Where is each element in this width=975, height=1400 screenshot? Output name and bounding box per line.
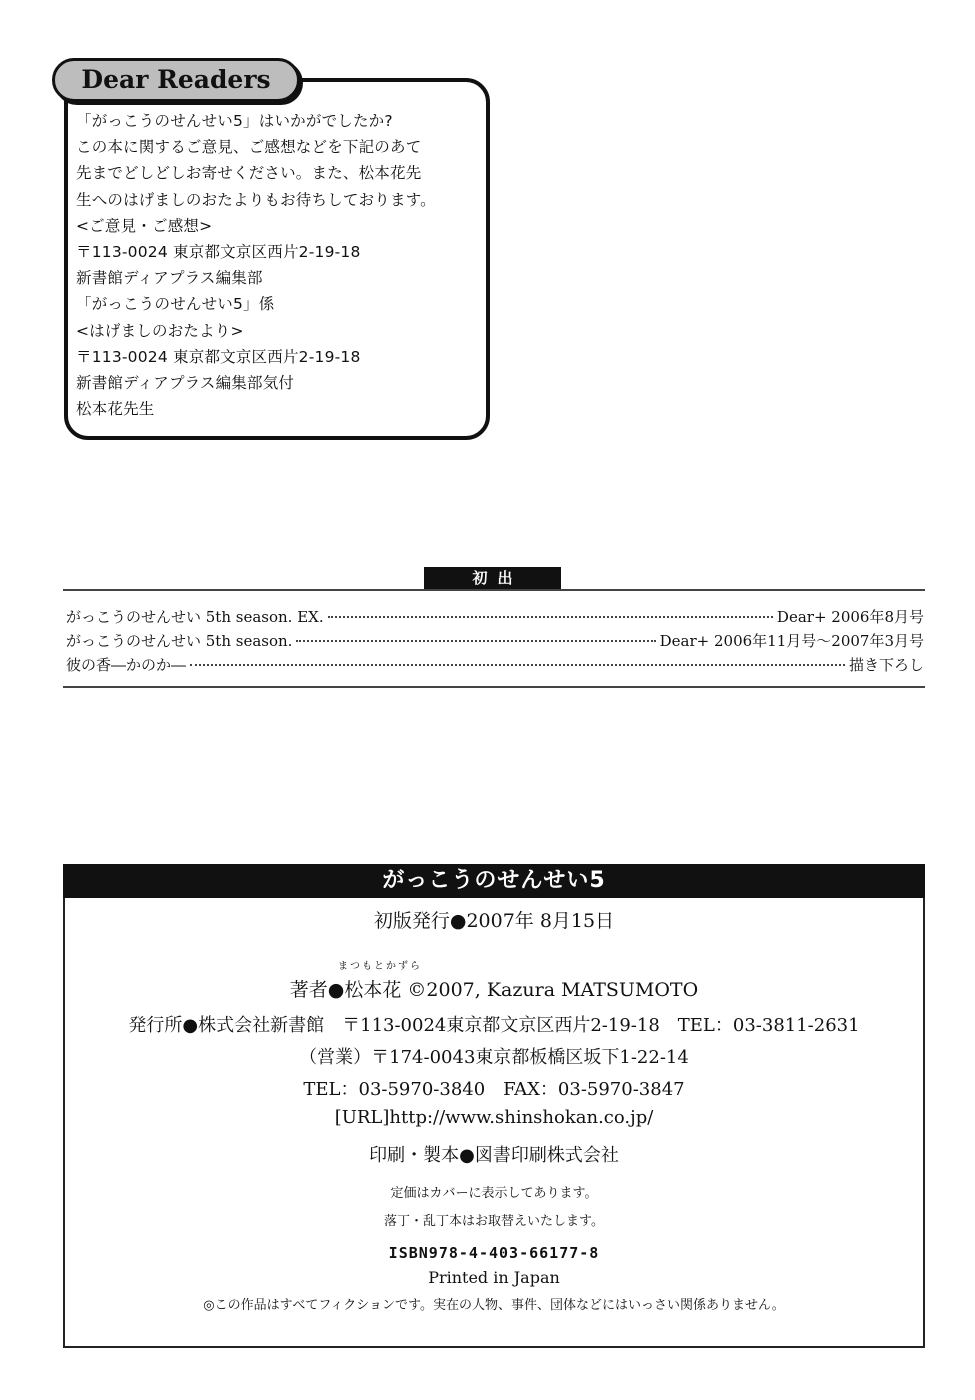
first-appearance-heading: 初出 bbox=[424, 567, 561, 589]
entry-title: がっこうのせんせい 5th season. EX. bbox=[66, 608, 324, 626]
dear-readers-text bbox=[76, 108, 486, 422]
fiction-note: ◎この作品はすべてフィクションです。実在の人物、事件、団体などにはいっさい関係ありません。 bbox=[203, 1298, 785, 1313]
price-note: 定価はカバーに表示してあります。 bbox=[390, 1186, 598, 1201]
first-edition-date: 初版発行●2007年 8月15日 bbox=[373, 910, 615, 932]
book-title: がっこうのせんせい5 bbox=[63, 864, 925, 898]
dot-leader bbox=[328, 616, 773, 618]
dot-leader bbox=[190, 664, 845, 666]
first-appearance-entry bbox=[66, 654, 924, 678]
divider bbox=[63, 686, 925, 688]
publisher-url: [URL]http://www.shinshokan.co.jp/ bbox=[334, 1107, 654, 1128]
dear-readers-line: 「がっこうのせんせい5」係 bbox=[76, 295, 275, 314]
divider bbox=[63, 589, 925, 591]
dear-readers-line: 先までどしどしお寄せください。また、松本花先 bbox=[76, 164, 422, 183]
isbn: ISBN978-4-403-66177-8 bbox=[388, 1244, 600, 1262]
author-line: 著者●松本花 ©2007, Kazura MATSUMOTO bbox=[289, 979, 699, 1001]
dear-readers-line: 〒113-0024 東京都文京区西片2-19-18 bbox=[76, 243, 361, 262]
sales-address: （営業）〒174-0043東京都板橋区坂下1-22-14 bbox=[299, 1047, 689, 1068]
sales-phone: TEL：03-5970-3840 FAX：03-5970-3847 bbox=[303, 1079, 685, 1100]
publisher-line: 発行所●株式会社新書館 〒113-0024東京都文京区西片2-19-18 TEL：03-3811-2631 bbox=[128, 1015, 860, 1036]
dear-readers-line: 〒113-0024 東京都文京区西片2-19-18 bbox=[76, 347, 361, 366]
dear-readers-line: 新書館ディアプラス編集部 bbox=[76, 269, 263, 288]
dear-readers-line: 新書館ディアプラス編集部気付 bbox=[76, 374, 295, 393]
replace-note: 落丁・乱丁本はお取替えいたします。 bbox=[384, 1214, 604, 1229]
dot-leader bbox=[296, 640, 655, 642]
first-appearance-list bbox=[66, 606, 924, 678]
entry-source: Dear+ 2006年11月号〜2007年3月号 bbox=[659, 632, 924, 650]
dear-readers-heading: Dear Readers bbox=[52, 58, 300, 102]
dear-readers-line: 「がっこうのせんせい5」はいかがでしたか? bbox=[76, 112, 393, 130]
entry-title: がっこうのせんせい 5th season. bbox=[66, 632, 293, 650]
dear-readers-line: 松本花先生 bbox=[76, 400, 155, 419]
dear-readers-line: この本に関するご意見、ご感想などを下記のあて bbox=[76, 138, 422, 157]
first-appearance-entry bbox=[66, 606, 924, 630]
author-ruby: まつもとかずら bbox=[338, 961, 422, 972]
dear-readers-line: <はげましのおたより> bbox=[76, 321, 244, 340]
dear-readers-line: <ご意見・ご感想> bbox=[76, 216, 213, 235]
printing-line: 印刷・製本●図書印刷株式会社 bbox=[369, 1145, 619, 1166]
entry-title: 彼の香―かのか― bbox=[66, 656, 187, 674]
first-appearance-entry bbox=[66, 630, 924, 654]
printed-in: Printed in Japan bbox=[428, 1268, 560, 1287]
dear-readers-line: 生へのはげましのおたよりもお待ちしております。 bbox=[76, 190, 436, 209]
entry-source: Dear+ 2006年8月号 bbox=[776, 608, 924, 626]
entry-source: 描き下ろし bbox=[848, 656, 924, 674]
